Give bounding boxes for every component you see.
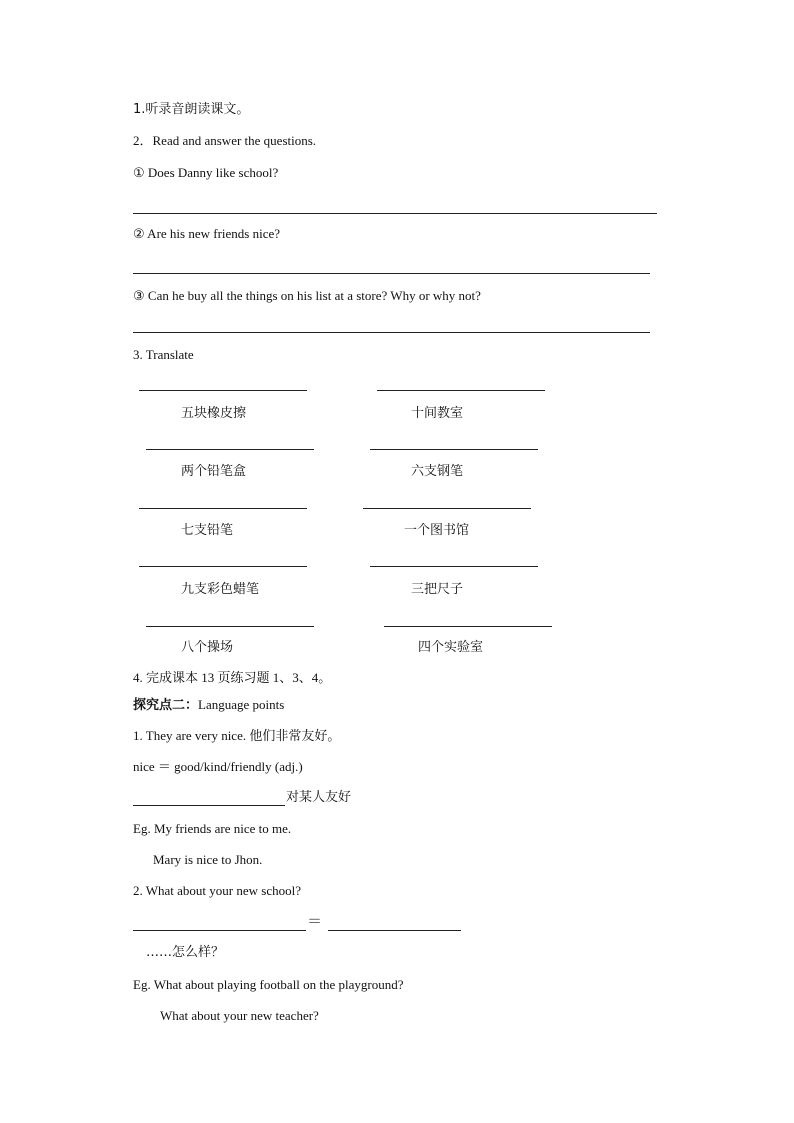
translate-blank-6[interactable] (363, 508, 531, 509)
translate-item-7: 九支彩色蜡笔 (181, 582, 260, 597)
point-1-blank[interactable] (133, 805, 285, 806)
point-2-meaning: ……怎么样？ (146, 945, 225, 960)
point-2-blank-left[interactable] (133, 930, 306, 931)
point-1-title: 1. They are very nice. 他们非常友好。 (133, 728, 341, 743)
translate-item-6: 一个图书馆 (404, 523, 470, 538)
translate-item-3: 两个铅笔盒 (181, 464, 247, 479)
translate-item-9: 八个操场 (181, 640, 234, 655)
translate-item-5: 七支铅笔 (181, 523, 234, 538)
question-1: ① Does Danny like school? (133, 165, 279, 180)
question-3: ③ Can he buy all the things on his list at a store? Why or why not? (133, 288, 481, 303)
translate-blank-4[interactable] (370, 449, 538, 450)
point-2-example-2: What about your new teacher? (160, 1008, 319, 1023)
translate-blank-1[interactable] (139, 390, 307, 391)
answer-line-q1[interactable] (133, 213, 657, 214)
point-2-title: 2. What about your new school? (133, 883, 301, 898)
translate-blank-5[interactable] (139, 508, 307, 509)
point-2-example-1: Eg. What about playing football on the playground? (133, 977, 404, 992)
translate-blank-9[interactable] (146, 626, 314, 627)
section-2-heading (133, 696, 284, 714)
translate-blank-10[interactable] (384, 626, 552, 627)
section-2-heading-cn: 探究点二： (133, 698, 199, 713)
task-3-instruction: 3. Translate (133, 347, 194, 362)
translate-item-4: 六支钢笔 (411, 464, 464, 479)
section-2-heading-en: Language points (198, 697, 285, 712)
translate-item-1: 五块橡皮擦 (181, 406, 247, 421)
translate-blank-8[interactable] (370, 566, 538, 567)
point-1-example-1: Eg. My friends are nice to me. (133, 821, 292, 836)
point-1-blank-suffix: 对某人友好 (286, 790, 352, 805)
translate-item-2: 十间教室 (411, 406, 464, 421)
translate-item-10: 四个实验室 (418, 640, 484, 655)
translate-blank-7[interactable] (139, 566, 307, 567)
translate-blank-2[interactable] (377, 390, 545, 391)
translate-blank-3[interactable] (146, 449, 314, 450)
point-2-equals: ＝ (307, 914, 323, 930)
answer-line-q2[interactable] (133, 273, 650, 274)
task-2-instruction: 2．Read and answer the questions. (133, 133, 317, 148)
answer-line-q3[interactable] (133, 332, 650, 333)
point-2-blank-right[interactable] (328, 930, 461, 931)
task-1-instruction: 1.听录音朗读课文。 (133, 102, 250, 117)
point-1-synonyms: nice ＝ good/kind/friendly (adj.) (133, 759, 303, 774)
translate-item-8: 三把尺子 (411, 582, 464, 597)
task-4-instruction: 4. 完成课本 13 页练习题 1、3、4。 (133, 670, 332, 685)
question-2: ② Are his new friends nice? (133, 226, 281, 241)
point-1-example-2: Mary is nice to Jhon. (153, 852, 263, 867)
